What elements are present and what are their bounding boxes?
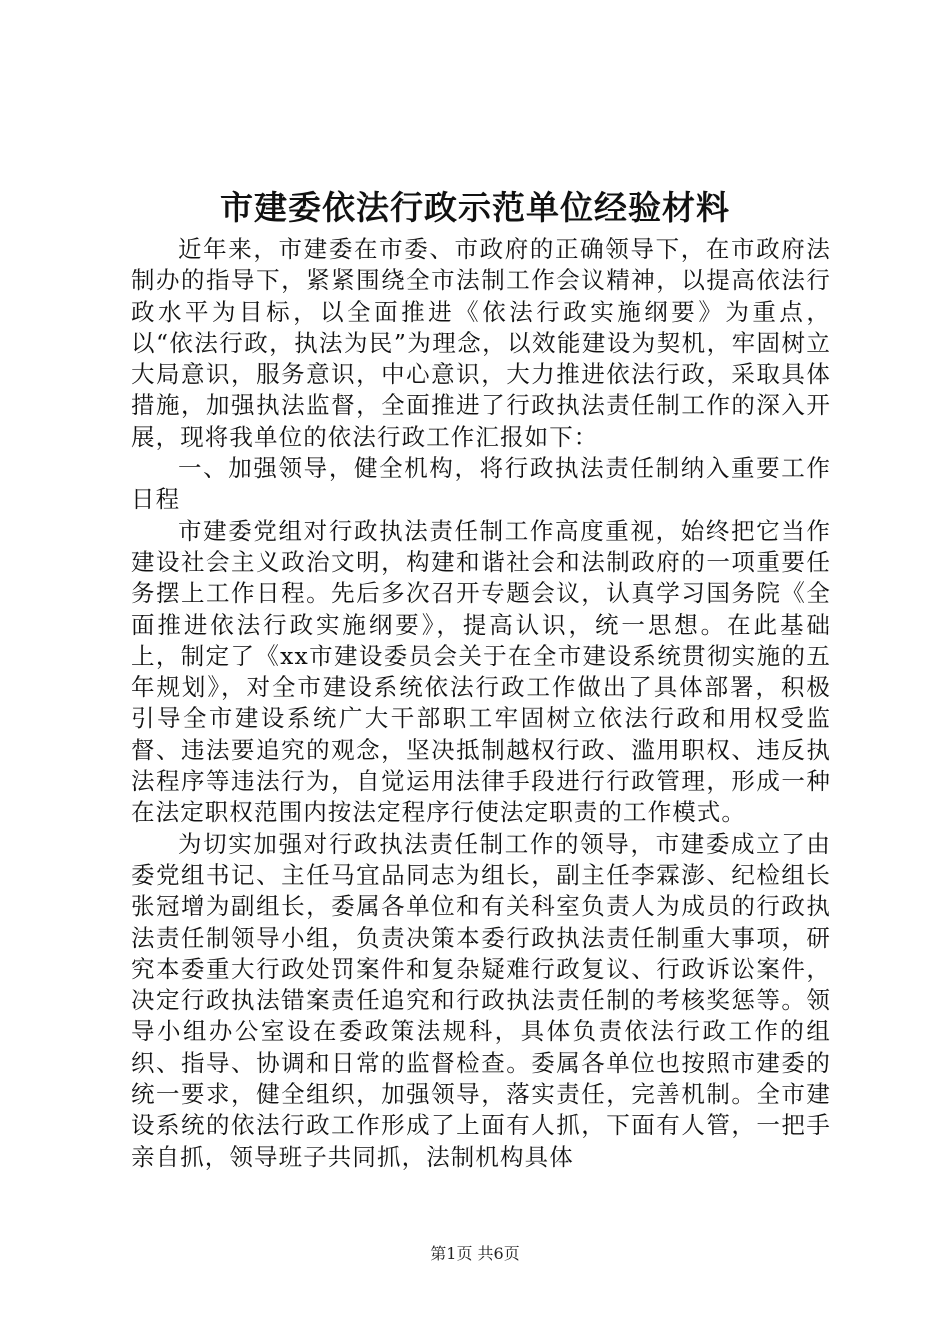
paragraph-party-group: 市建委党组对行政执法责任制工作高度重视，始终把它当作建设社会主义政治文明，构建和谐社会和法制政府的一项重要任务摆上工作日程。先后多次召开专题会议，认真学习国务院《全面推进依法行政实施纲要》，提高认识，统一思想。在此基础上，制定了《xx市建设委员会关于在全市建设系统贯彻实施的五年规划》，对全市建设系统依法行政工作做出了具体部署，积极引导全市建设系统广大干部职工牢固树立依法行政和用权受监督、违法要追究的观念，坚决抵制越权行政、滥用职权、违反执法程序等违法行为，自觉运用法律手段进行行政管理，形成一种在法定职权范围内按法定程序行使法定职责的工作模式。 bbox=[131, 516, 831, 827]
document-title: 市建委依法行政示范单位经验材料 bbox=[220, 188, 730, 227]
paragraph-intro: 近年来，市建委在市委、市政府的正确领导下，在市政府法制办的指导下，紧紧围绕全市法制工作会议精神，以提高依法行政水平为目标，以全面推进《依法行政实施纲要》为重点，以“依法行政，执法为民”为理念，以效能建设为契机，牢固树立大局意识，服务意识，中心意识，大力推进依法行政，采取具体措施，加强执法监督，全面推进了行政执法责任制工作的深入开展，现将我单位的依法行政工作汇报如下： bbox=[131, 235, 831, 451]
document-body bbox=[131, 234, 831, 1173]
paragraph-leadership-group: 为切实加强对行政执法责任制工作的领导，市建委成立了由委党组书记、主任马宜品同志为组长，副主任李霖澎、纪检组长张冠增为副组长，委属各单位和有关科室负责人为成员的行政执法责任制领导小组，负责决策本委行政执法责任制重大事项，研究本委重大行政处罚案件和复杂疑难行政复议、行政诉讼案件，决定行政执法错案责任追究和行政执法责任制的考核奖惩等。领导小组办公室设在委政策法规科，具体负责依法行政工作的组织、指导、协调和日常的监督检查。委属各单位也按照市建委的统一要求，健全组织，加强领导，落实责任，完善机制。全市建设系统的依法行政工作形成了上面有人抓，下面有人管，一把手亲自抓，领导班子共同抓，法制机构具体 bbox=[131, 829, 831, 1171]
page-number-footer: 第1页 共6页 bbox=[430, 1244, 520, 1263]
section-heading-1: 一、加强领导，健全机构，将行政执法责任制纳入重要工作日程 bbox=[131, 454, 831, 514]
